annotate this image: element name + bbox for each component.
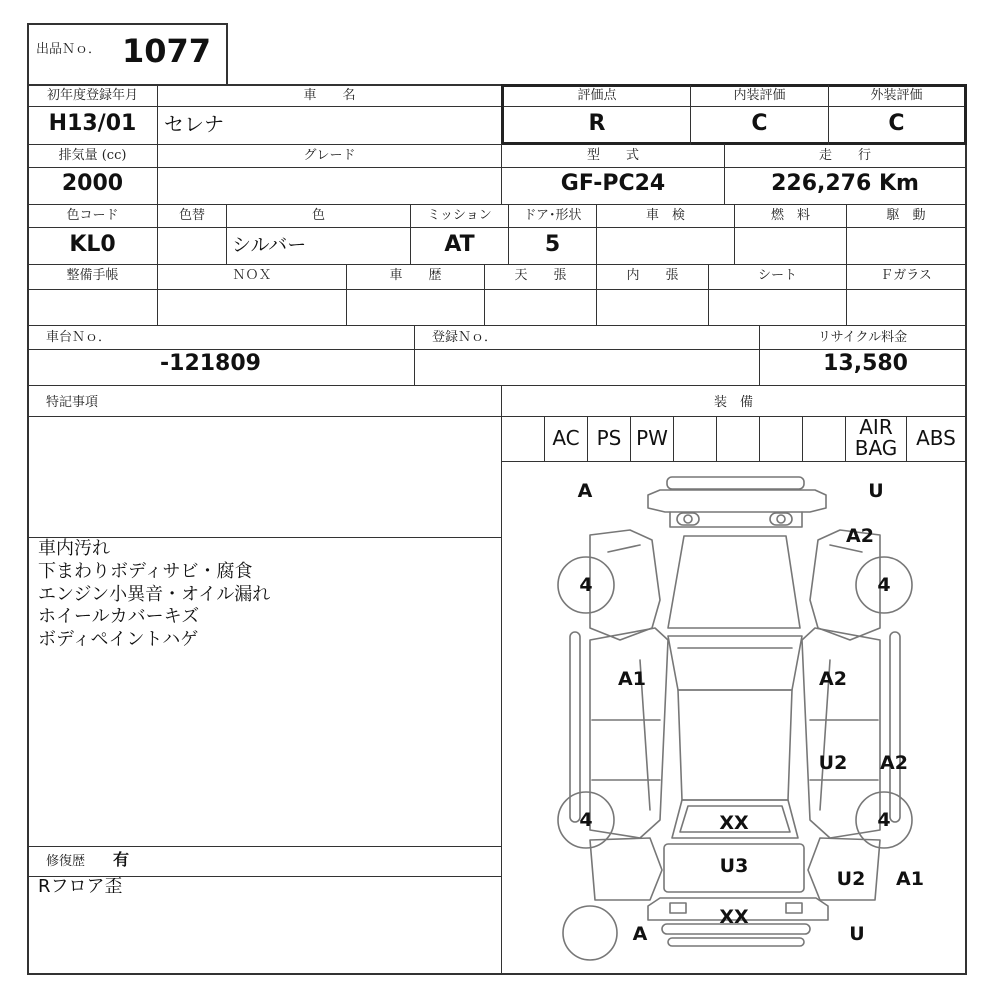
equip-abs: ABS (916, 426, 956, 450)
damage-mark: 4 (579, 574, 593, 596)
car-name-label: 車 名 (303, 88, 356, 103)
damage-mark: 4 (877, 574, 891, 596)
fuel-label: 燃 料 (770, 208, 810, 223)
equipment-label: 装 備 (713, 395, 753, 410)
damage-mark: U (849, 923, 865, 945)
remark-line: 車内汚れ (38, 538, 110, 559)
interior-value: C (751, 111, 768, 136)
recycle-value: 13,580 (823, 351, 908, 376)
color-code-label: 色コード (66, 208, 119, 223)
remarks-label: 特記事項 (46, 395, 99, 410)
displacement-label: 排気量 (cc) (58, 148, 127, 163)
transmission-value: AT (444, 232, 475, 257)
damage-mark: A2 (846, 525, 874, 547)
damage-mark: A2 (819, 668, 847, 690)
equip-ps: PS (596, 426, 622, 450)
nox-label: ＮＯＸ (232, 268, 272, 283)
sunroof-label: 天 張 (514, 268, 567, 283)
damage-mark: U2 (836, 868, 866, 890)
repair-detail: Rフロア歪 (38, 876, 123, 897)
equip-pw: PW (636, 426, 668, 450)
damage-mark: A1 (896, 868, 924, 890)
transmission-label: ミッション (427, 208, 492, 223)
color-value: シルバー (232, 234, 307, 256)
repair-value: 有 (113, 850, 130, 869)
model-label: 型 式 (586, 148, 639, 163)
damage-mark: XX (719, 812, 749, 834)
history-label: 車 歴 (389, 268, 442, 283)
damage-mark: A1 (618, 668, 646, 690)
damage-mark: A2 (880, 752, 908, 774)
color-label: 色 (311, 208, 325, 223)
inspection-label: 車 検 (645, 208, 685, 223)
damage-mark: A (577, 480, 593, 502)
model-value: GF-PC24 (560, 171, 666, 196)
drive-label: 駆 動 (886, 208, 926, 223)
damage-mark: U2 (818, 752, 848, 774)
damage-mark: 4 (579, 809, 593, 831)
grade-label: グレード (303, 148, 356, 163)
damage-mark: U3 (719, 855, 749, 877)
damage-mark: 4 (877, 809, 891, 831)
equip-airbag: AIR BAG (854, 415, 898, 460)
lot-number: 1077 (122, 32, 212, 70)
remark-line: ボディペイントハゲ (38, 629, 199, 650)
first-reg-value: H13/01 (48, 111, 137, 136)
score-value: R (588, 111, 606, 136)
exterior-value: C (888, 111, 905, 136)
lot-label: 出品Ｎｏ． (36, 42, 102, 57)
remark-line: ホイールカバーキズ (38, 606, 200, 627)
mileage-value: 226,276 Km (771, 171, 919, 196)
doors-value: 5 (544, 232, 561, 257)
chassis-value: -121809 (160, 351, 261, 376)
repair-label: 修復歴 (46, 854, 86, 869)
first-reg-label: 初年度登録年月 (46, 88, 138, 103)
remark-line: 下まわりボディサビ・腐食 (38, 561, 253, 582)
mileage-label: 走 行 (818, 148, 871, 163)
damage-mark: XX (719, 906, 749, 928)
damage-mark: U (868, 480, 884, 502)
exterior-label: 外装評価 (870, 88, 923, 103)
interior-label: 内装評価 (733, 88, 786, 103)
doors-label: ドア･形状 (523, 208, 582, 223)
remark-line: エンジン小異音・オイル漏れ (38, 584, 271, 605)
car-name-value: セレナ (164, 112, 224, 136)
displacement-value: 2000 (61, 171, 124, 196)
color-change-label: 色替 (178, 208, 205, 223)
recycle-label: リサイクル料金 (817, 330, 908, 345)
damage-mark: A (632, 923, 648, 945)
color-code-value: KL0 (69, 232, 116, 257)
score-label: 評価点 (577, 88, 617, 103)
interior-trim-label: 内 張 (626, 268, 679, 283)
equip-ac: AC (552, 426, 580, 450)
fglass-label: Ｆガラス (880, 268, 932, 283)
chassis-label: 車台Ｎｏ． (46, 330, 112, 345)
maintenance-label: 整備手帳 (66, 268, 119, 283)
seat-label: シート (757, 268, 797, 283)
registration-label: 登録Ｎｏ． (432, 330, 498, 345)
